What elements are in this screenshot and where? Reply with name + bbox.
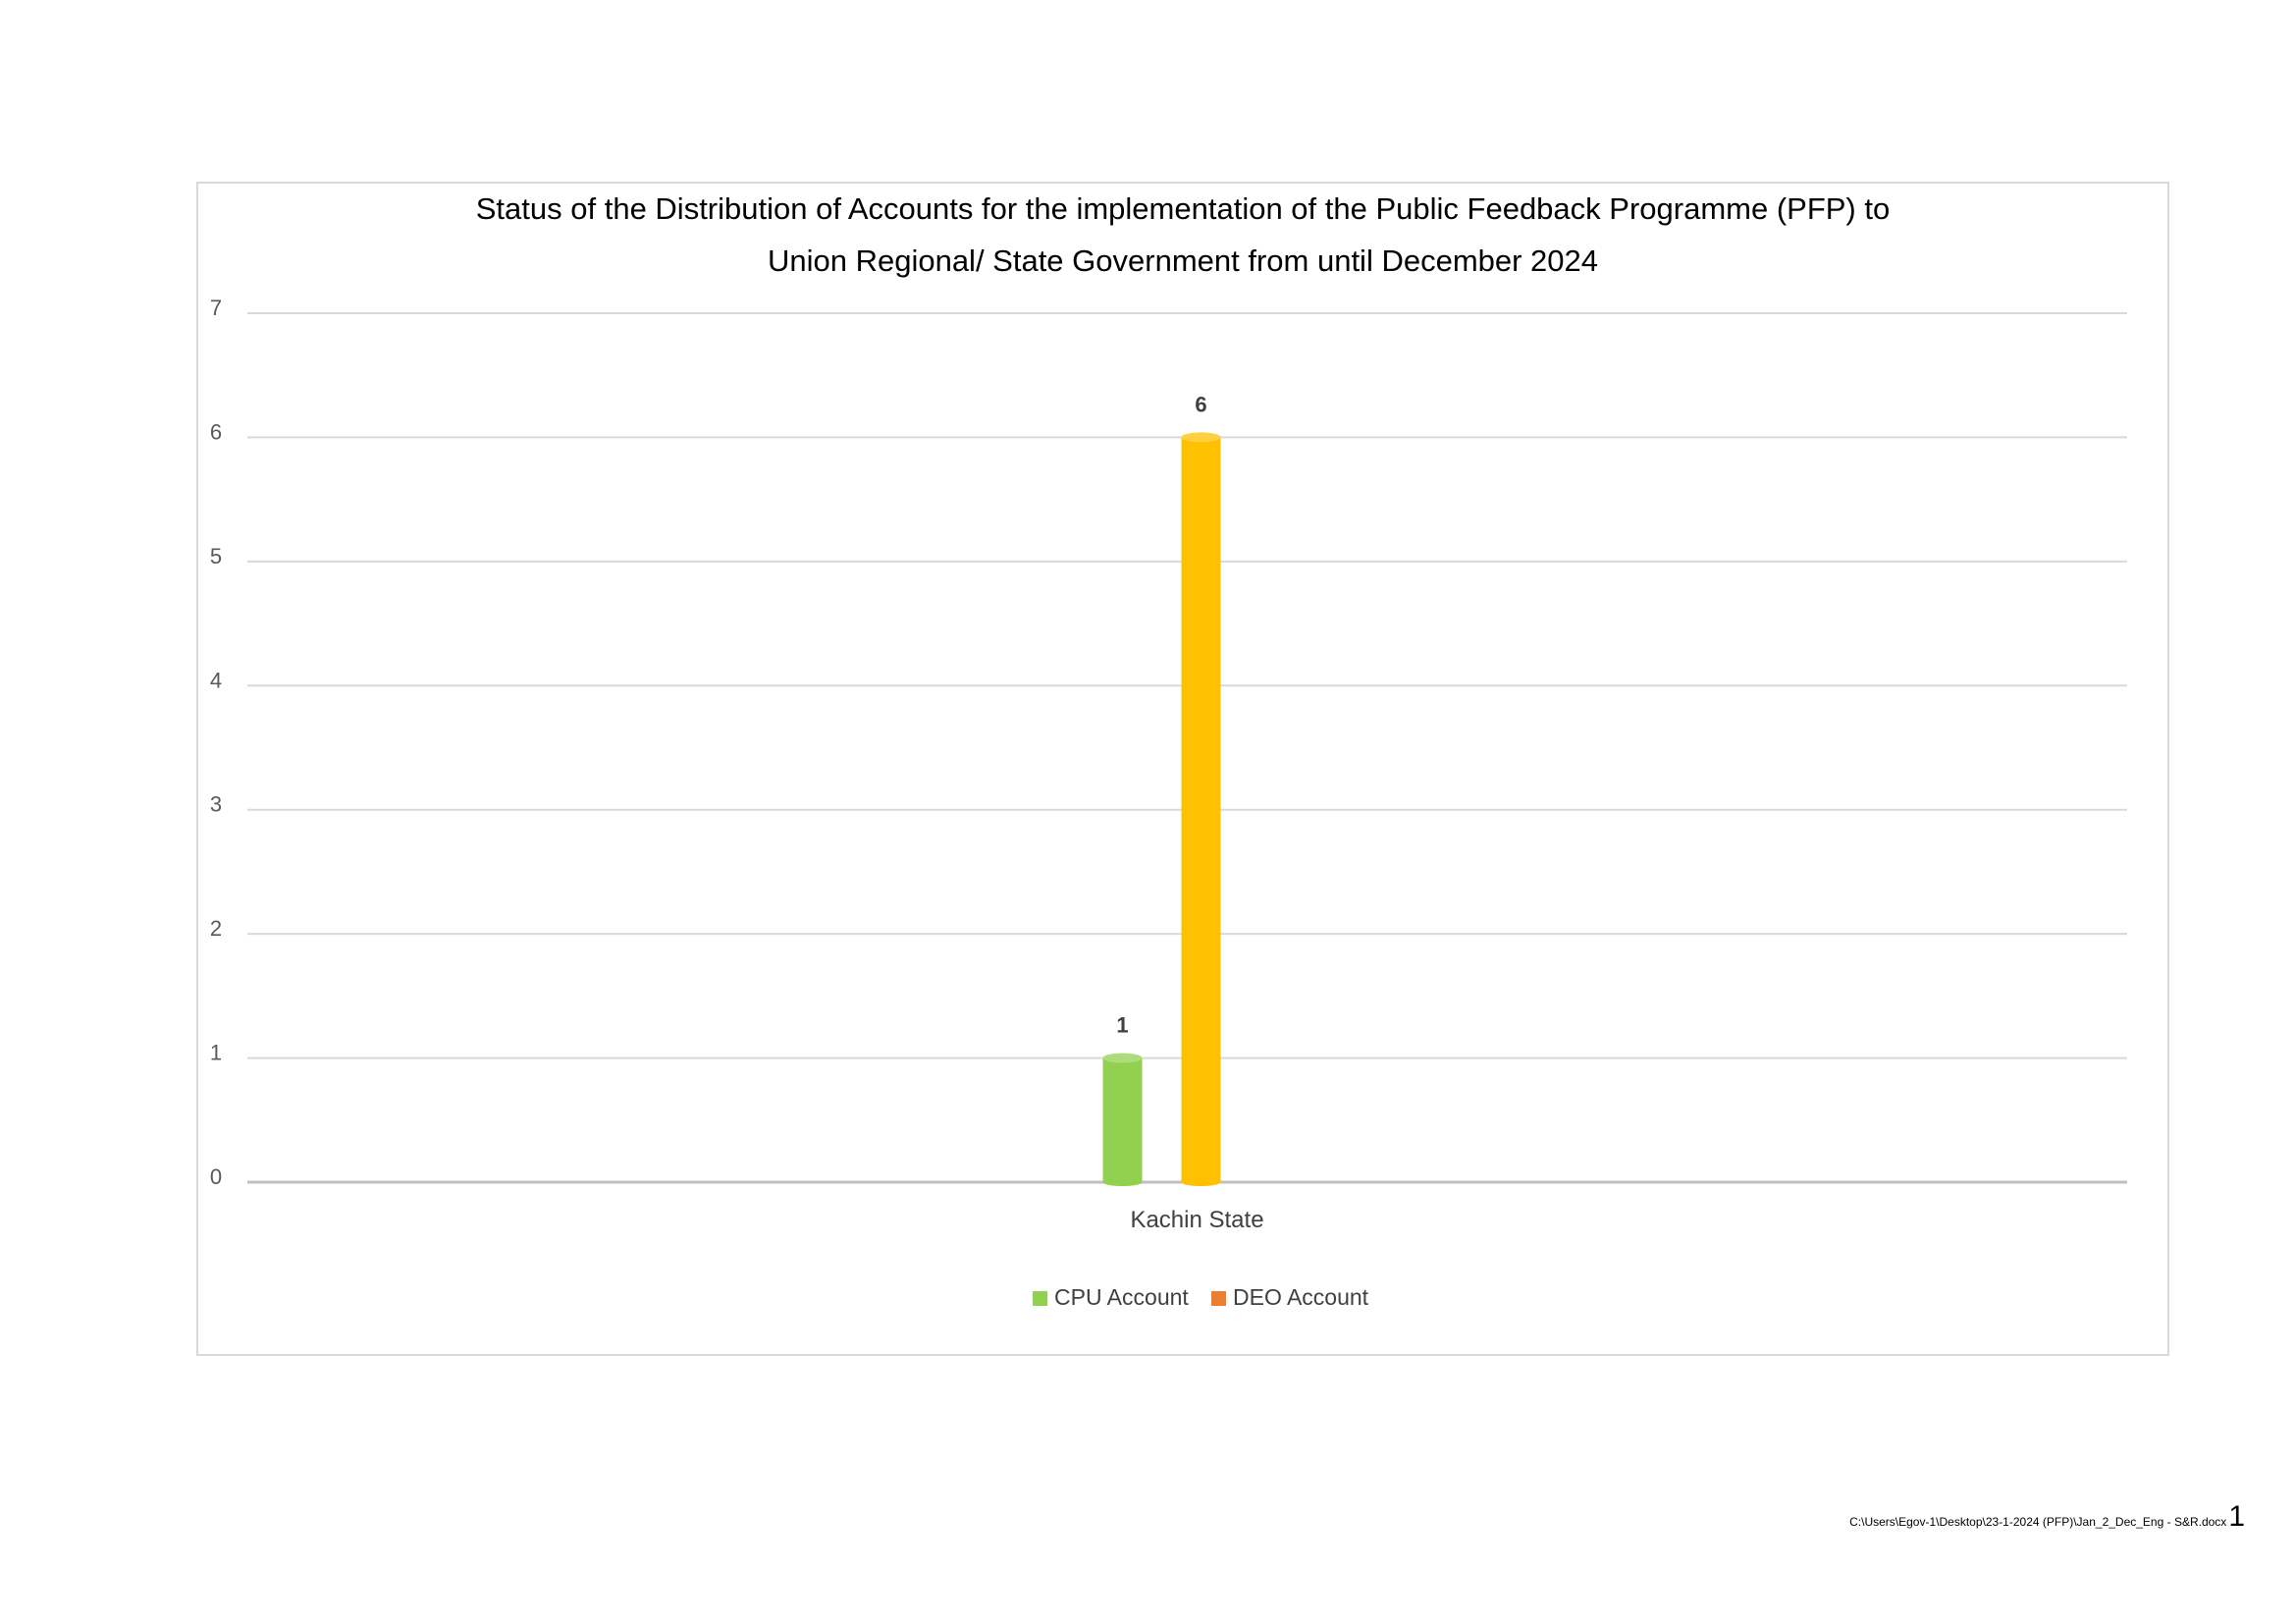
legend-swatch <box>1211 1291 1226 1306</box>
y-tick-label: 5 <box>209 543 223 568</box>
chart-subtitle: Union Regional/ State Government from until December 2024 <box>767 244 1599 278</box>
bar-cap-highlight <box>1103 1054 1143 1063</box>
bar-body <box>1103 1058 1143 1182</box>
legend-item <box>1033 1284 1189 1310</box>
y-tick-label: 6 <box>209 419 223 445</box>
data-label: 1 <box>1116 1012 1129 1038</box>
data-label: 6 <box>1195 392 1207 417</box>
y-tick-label: 2 <box>209 916 223 942</box>
footer-path-text: C:\Users\Egov-1\Desktop\23-1-2024 (PFP)\Jan_2_Dec_Eng - S&R.docx <box>1849 1515 2227 1529</box>
chart-title: Status of the Distribution of Accounts for the implementation of the Public Feedback Programme (PFP) to <box>475 191 1891 226</box>
bar-cap-highlight <box>1182 432 1221 442</box>
category-label: Kachin State <box>1130 1207 1264 1233</box>
bar-base <box>1182 1178 1221 1186</box>
bar-body <box>1182 437 1221 1182</box>
bar-chart <box>198 184 2167 1354</box>
y-tick-label: 1 <box>209 1040 223 1065</box>
legend-label: DEO Account <box>1233 1284 1369 1310</box>
legend-label: CPU Account <box>1054 1284 1189 1310</box>
y-axis-ticks <box>210 296 222 1189</box>
bar-cpu-account <box>1103 1013 1143 1186</box>
footer-file-path <box>1849 1500 2245 1534</box>
chart-frame <box>196 182 2169 1356</box>
legend-item <box>1211 1284 1369 1310</box>
bar-base <box>1103 1178 1143 1186</box>
y-tick-label: 7 <box>209 296 223 320</box>
legend <box>1033 1284 1369 1310</box>
bars <box>1103 392 1221 1186</box>
y-tick-label: 4 <box>209 668 223 693</box>
page-number: 1 <box>2228 1500 2245 1533</box>
x-axis-categories <box>1130 1207 1263 1233</box>
bar-deo-account <box>1182 392 1221 1186</box>
legend-swatch <box>1033 1291 1047 1306</box>
y-tick-label: 0 <box>209 1164 223 1189</box>
y-tick-label: 3 <box>209 791 223 817</box>
